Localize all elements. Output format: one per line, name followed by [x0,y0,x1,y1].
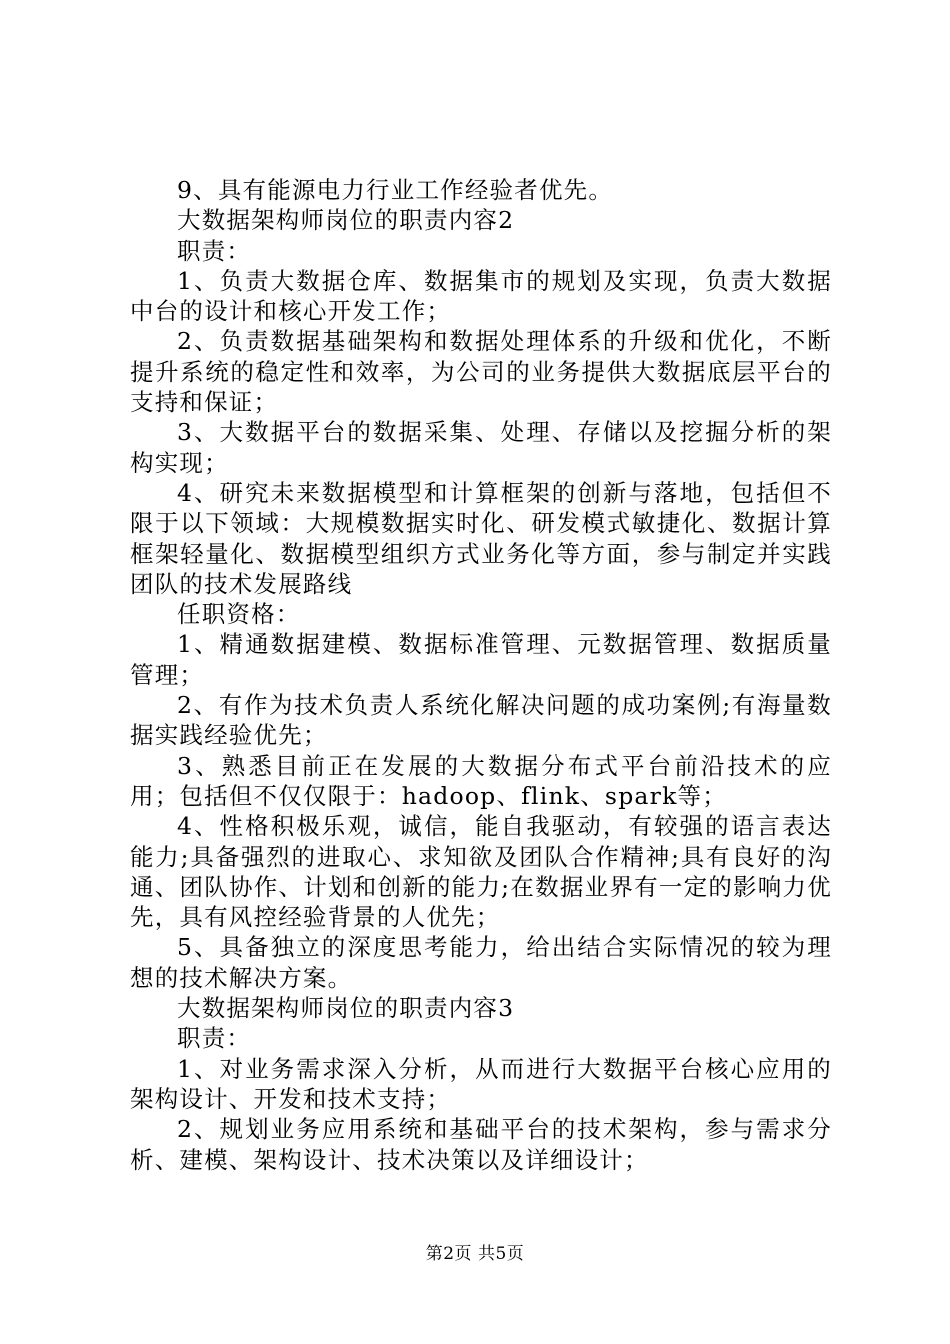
duty-item-4: 4、研究未来数据模型和计算框架的创新与落地，包括但不限于以下领域：大规模数据实时化、研发模式敏捷化、数据计算框架轻量化、数据模型组织方式业务化等方面，参与制定并实践团队的技术发展路线 [130,478,832,598]
qualifications-heading: 任职资格： [177,600,301,629]
section-heading-2: 大数据架构师岗位的职责内容2 [177,206,515,235]
qualification-item-4: 4、性格积极乐观，诚信，能自我驱动，有较强的语言表达能力;具备强烈的进取心、求知欲及团队合作精神;具有良好的沟通、团队协作、计划和创新的能力;在数据业界有一定的影响力优先，具有风控经验背景的人优先； [130,812,832,932]
duty-item-2: 2、负责数据基础架构和数据处理体系的升级和优化，不断提升系统的稳定性和效率，为公司的业务提供大数据底层平台的支持和保证； [130,327,832,417]
page-footer: 第2页 共5页 [425,1244,525,1264]
qualification-item-3: 3、熟悉目前正在发展的大数据分布式平台前沿技术的应用；包括但不仅仅限于：hadoop、flink、spark等； [130,751,832,810]
duty-item-1: 1、负责大数据仓库、数据集市的规划及实现，负责大数据中台的设计和核心开发工作； [130,266,832,326]
qualification-item-2: 2、有作为技术负责人系统化解决问题的成功案例;有海量数据实践经验优先； [130,691,832,750]
duty-item-3-2: 2、规划业务应用系统和基础平台的技术架构，参与需求分析、建模、架构设计、技术决策以及详细设计； [130,1115,832,1174]
duty-item-3: 3、大数据平台的数据采集、处理、存储以及挖掘分析的架构实现； [130,418,832,477]
duty-item-3-1: 1、对业务需求深入分析，从而进行大数据平台核心应用的架构设计、开发和技术支持； [130,1054,832,1113]
qualification-item-5: 5、具备独立的深度思考能力，给出结合实际情况的较为理想的技术解决方案。 [130,933,832,992]
document-body [130,175,832,1175]
duties-heading-3: 职责： [177,1024,252,1053]
duties-heading: 职责： [177,236,252,265]
paragraph-requirement-9: 9、具有能源电力行业工作经验者优先。 [177,176,614,204]
qualification-item-1: 1、精通数据建模、数据标准管理、元数据管理、数据质量管理； [130,630,832,689]
section-heading-3: 大数据架构师岗位的职责内容3 [177,994,515,1023]
